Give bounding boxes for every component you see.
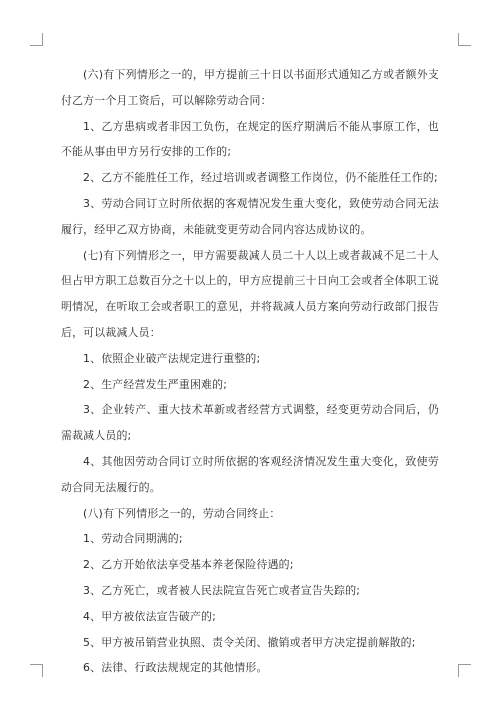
clause-6-item-1: 1、乙方患病或者非因工负伤，在规定的医疗期满后不能从事原工作，也不能从事由甲方另行安排的工作的; [61,119,439,159]
clause-8-item-2: 2、乙方开始依法享受基本养老保险待遇的; [83,558,294,572]
clause-7-item-3: 3、企业转产、重大技术革新或者经营方式调整，经变更劳动合同后，仍需裁减人员的; [61,403,439,443]
clause-7-item-4: 4、其他因劳动合同订立时所依据的客观经济情况发生重大变化，致使劳动合同无法履行的。 [61,454,439,494]
crop-mark-top-right [458,33,471,46]
crop-mark-bottom-left [30,664,43,677]
document-body [61,62,439,681]
crop-mark-top-left [30,33,43,46]
clause-7-item-2: 2、生产经营发生严重困难的; [83,377,228,391]
clause-8-item-5: 5、甲方被吊销营业执照、责令关闭、撤销或者甲方决定提前解散的; [83,635,416,649]
clause-6-item-2: 2、乙方不能胜任工作，经过培训或者调整工作岗位，仍不能胜任工作的; [83,171,438,185]
clause-6-intro: (六)有下列情形之一的，甲方提前三十日以书面形式通知乙方或者额外支付乙方一个月工资后，可以解除劳动合同： [61,68,439,107]
clause-8-item-3: 3、乙方死亡，或者被人民法院宣告死亡或者宣告失踪的; [83,583,361,597]
clause-7-intro: (七)有下列情形之一，甲方需要裁减人员二十人以上或者裁减不足二十人但占甲方职工总数百分之十以上的，甲方应提前三十日向工会或者全体职工说明情况，在听取工会或者职工的意见，并将裁减人员方案向劳动行政部门报告后，可以裁减人员： [61,248,439,339]
clause-8-item-6: 6、法律、行政法规规定的其他情形。 [83,661,268,675]
clause-8-item-4: 4、甲方被依法宣告破产的; [83,609,216,623]
crop-mark-bottom-right [458,664,471,677]
clause-8-item-1: 1、劳动合同期满的; [83,532,183,546]
clause-7-item-1: 1、依照企业破产法规定进行重整的; [83,351,261,365]
clause-6-item-3: 3、劳动合同订立时所依据的客观情况发生重大变化，致使劳动合同无法履行，经甲乙双方协商，未能就变更劳动合同内容达成协议的。 [61,196,439,236]
clause-8-intro: (八)有下列情形之一的，劳动合同终止： [83,506,281,520]
